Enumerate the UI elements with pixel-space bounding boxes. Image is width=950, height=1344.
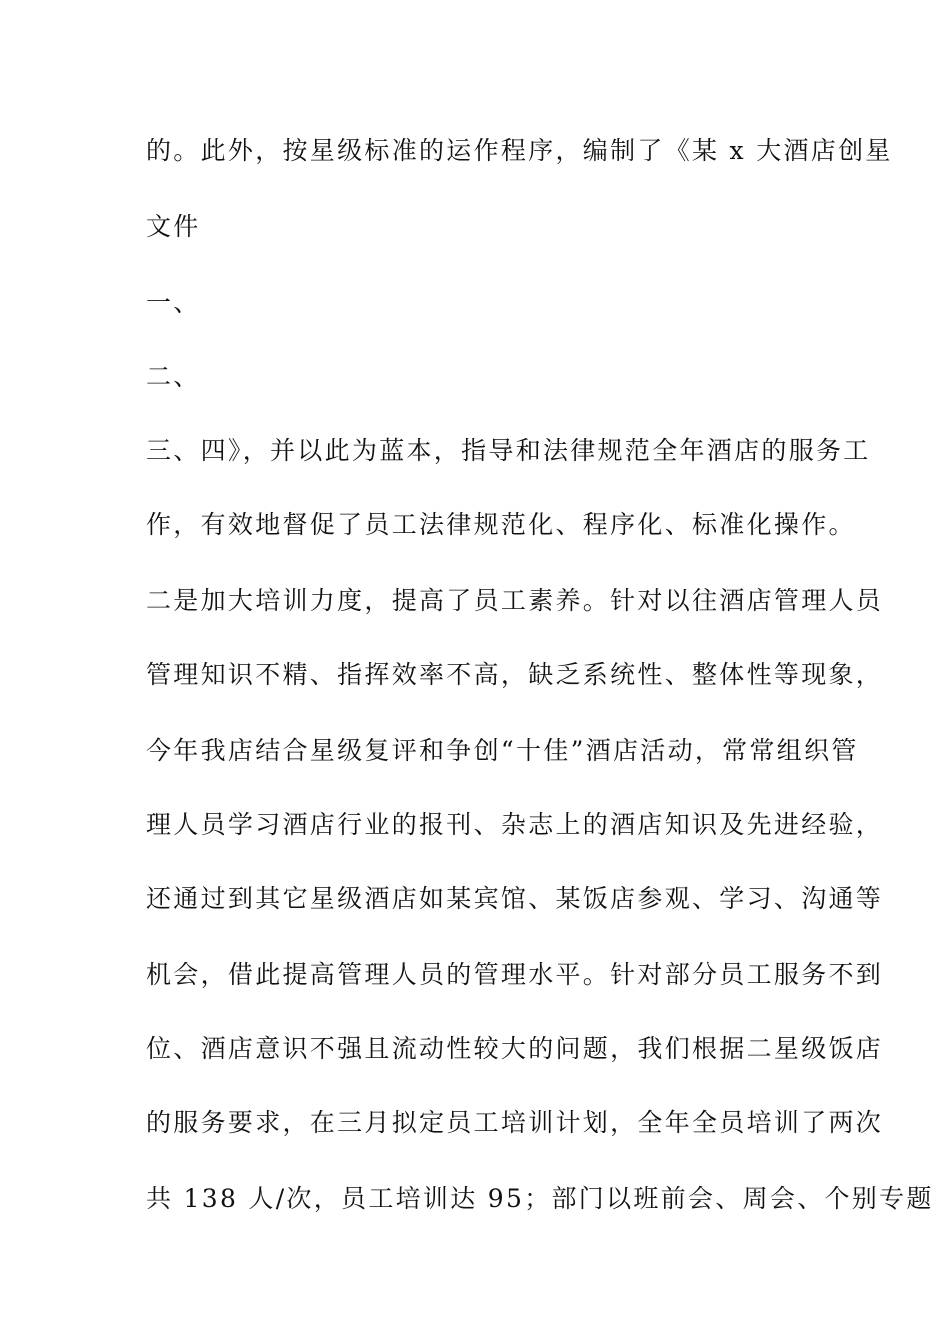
text-line: 今年我店结合星级复评和争创“十佳”酒店活动，常常组织管 [146, 736, 859, 765]
text-line: 还通过到其它星级酒店如某宾馆、某饭店参观、学习、沟通等 [146, 884, 884, 913]
text-line: 的。此外，按星级标准的运作程序，编制了《某 x 大酒店创星 [146, 136, 893, 165]
text-line: 二、 [146, 362, 201, 391]
text-line: 二是加大培训力度，提高了员工素养。针对以往酒店管理人员 [146, 586, 884, 615]
text-line: 一、 [146, 288, 201, 317]
text-line: 共 138 人/次，员工培训达 95；部门以班前会、周会、个别专题 [146, 1184, 934, 1213]
text-line: 作，有效地督促了员工法律规范化、程序化、标准化操作。 [146, 510, 856, 539]
text-line: 机会，借此提高管理人员的管理水平。针对部分员工服务不到 [146, 960, 884, 989]
text-line: 管理知识不精、指挥效率不高，缺乏系统性、整体性等现象， [146, 660, 884, 689]
text-line: 理人员学习酒店行业的报刊、杂志上的酒店知识及先进经验， [146, 810, 884, 839]
text-line: 三、四》，并以此为蓝本，指导和法律规范全年酒店的服务工 [146, 436, 871, 465]
text-line: 文件 [146, 212, 201, 241]
text-line: 的服务要求，在三月拟定员工培训计划，全年全员培训了两次 [146, 1108, 884, 1137]
text-line: 位、酒店意识不强且流动性较大的问题，我们根据二星级饭店 [146, 1034, 884, 1063]
